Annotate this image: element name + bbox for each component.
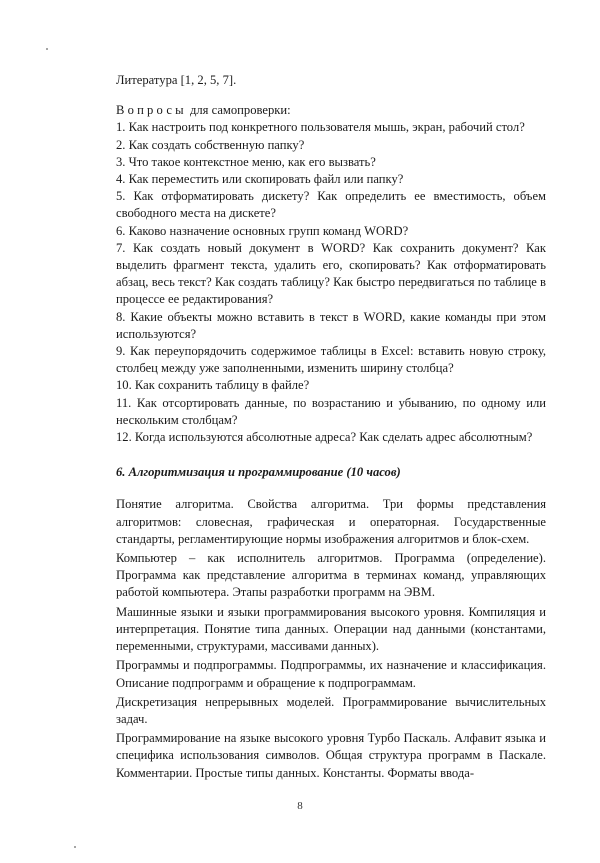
question-item: 1. Как настроить под конкретного пользователя мышь, экран, рабочий стол? <box>116 120 525 135</box>
scan-speck <box>46 48 48 50</box>
body-paragraph: Компьютер – как исполнитель алгоритмов. Программа (определение). Программа как представление алгоритма в терминах команд, управляющих работой компьютера. Этапы разработки программ на ЭВМ. <box>116 551 546 600</box>
questions-heading-rest: для самопроверки: <box>186 103 291 118</box>
section-title: 6. Алгоритмизация и программирование (10 часов) <box>116 465 401 480</box>
questions-heading-word: Вопросы <box>116 103 187 118</box>
body-paragraph: Понятие алгоритма. Свойства алгоритма. Три формы представления алгоритмов: словесная, графическая и операторная. Государственные стандарты, регламентирующие нормы изображения алгоритмов и блок-схем. <box>116 497 546 546</box>
page-number: 8 <box>297 800 303 812</box>
question-item: 6. Каково назначение основных групп команд WORD? <box>116 223 409 238</box>
literature-reference: Литература [1, 2, 5, 7]. <box>116 73 237 87</box>
question-item: 5. Как отформатировать дискету? Как определить ее вместимость, объем свободного места на дискете? <box>116 189 546 221</box>
question-item: 7. Как создать новый документ в WORD? Как сохранить документ? Как выделить фрагмент текста, удалить его, скопировать? Как отформатировать абзац, весь текст? Как создать таблицу? Как быстро передвигаться по таблице в процессе ее редактирования? <box>116 240 546 307</box>
body-paragraph: Машинные языки и языки программирования высокого уровня. Компиляция и интерпретация. Понятие типа данных. Операции над данными (константами, переменными, структурами, массивами данных). <box>116 604 546 654</box>
question-item: 10. Как сохранить таблицу в файле? <box>116 378 310 393</box>
body-paragraph: Программы и подпрограммы. Подпрограммы, их назначение и классификация. Описание подпрограмм и обращение к подпрограммам. <box>116 658 546 690</box>
question-item: 11. Как отсортировать данные, по возрастанию и убыванию, по одному или нескольким столбцам? <box>116 395 546 427</box>
question-item: 4. Как переместить или скопировать файл или папку? <box>116 172 404 187</box>
body-paragraph: Дискретизация непрерывных моделей. Программирование вычислительных задач. <box>116 694 546 726</box>
page-content <box>116 72 546 784</box>
question-item: 9. Как переупорядочить содержимое таблицы в Excel: вставить новую строку, столбец между уже заполненными, изменить ширину столбца? <box>116 344 546 376</box>
questions-list <box>116 119 546 446</box>
scan-speck <box>74 846 76 848</box>
body-paragraph: Программирование на языке высокого уровня Турбо Паскаль. Алфавит языка и специфика использования символов. Общая структура программ в Паскале. Комментарии. Простые типы данных. Константы. Форматы ввода- <box>116 731 546 780</box>
question-item: 3. Что такое контекстное меню, как его вызвать? <box>116 154 376 169</box>
questions-heading <box>116 102 546 119</box>
section-body <box>116 496 546 781</box>
question-item: 2. Как создать собственную папку? <box>116 137 305 152</box>
question-item: 12. Когда используются абсолютные адреса? Как сделать адрес абсолютным? <box>116 430 533 445</box>
question-item: 8. Какие объекты можно вставить в текст в WORD, какие команды при этом используются? <box>116 309 546 341</box>
